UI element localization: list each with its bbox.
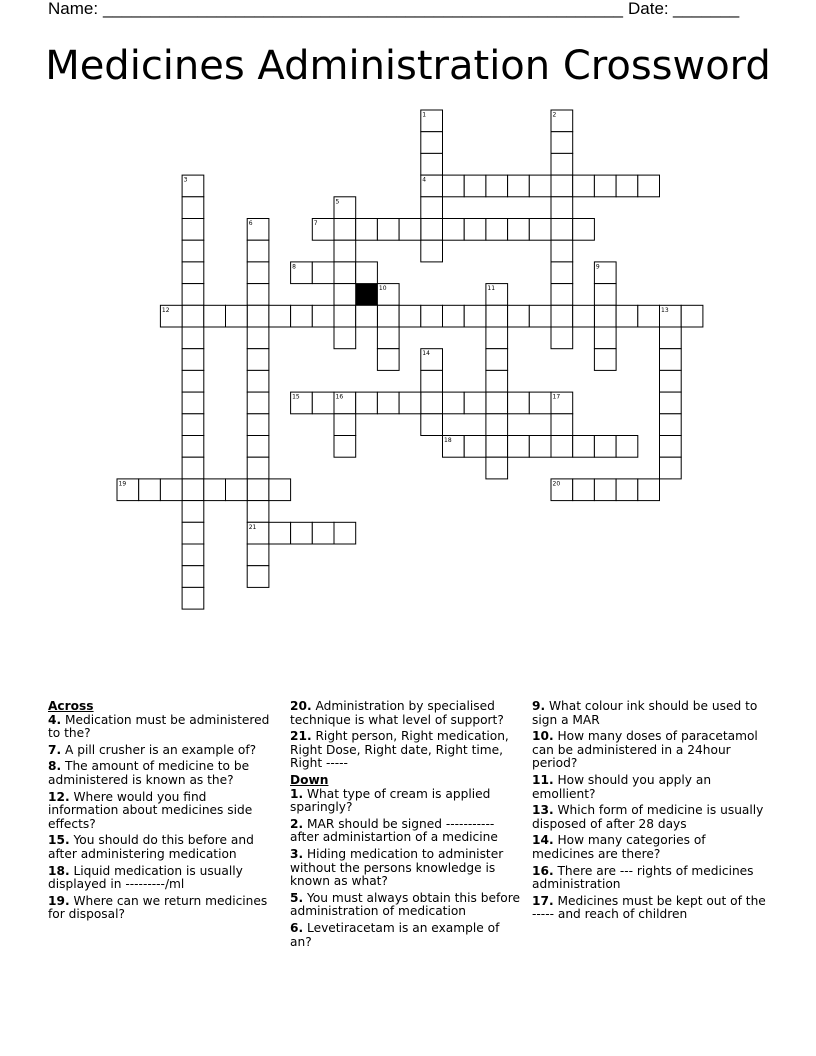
grid-cell[interactable] — [508, 219, 530, 241]
grid-cell[interactable] — [334, 240, 356, 262]
clue-text: Medication must be administered to the? — [48, 712, 270, 741]
clue-text: Hiding medication to administer without the persons knowledge is known as what? — [290, 846, 504, 889]
clue-number: 17 — [552, 393, 561, 401]
grid-cell[interactable] — [551, 175, 573, 197]
grid-cell[interactable] — [247, 566, 269, 588]
down-clue — [532, 730, 768, 771]
clue-number: 12 — [161, 306, 170, 314]
grid-cell[interactable] — [182, 262, 204, 284]
grid-cell[interactable] — [247, 305, 269, 327]
down-clue — [532, 834, 768, 861]
grid-cell[interactable] — [486, 414, 508, 436]
grid-cell[interactable] — [247, 327, 269, 349]
grid-cell[interactable] — [464, 175, 486, 197]
clue-text: There are --- rights of medicines administration — [532, 863, 754, 892]
grid-cell[interactable] — [486, 305, 508, 327]
date-label: Date: — [628, 0, 674, 18]
grid-cell[interactable] — [182, 544, 204, 566]
clue-number: 8 — [292, 263, 296, 271]
across-heading: Across — [48, 699, 94, 713]
grid-cell[interactable] — [594, 436, 616, 458]
grid-cell[interactable] — [421, 414, 443, 436]
grid-cell[interactable] — [638, 479, 660, 501]
grid-cell[interactable] — [182, 522, 204, 544]
grid-cell[interactable] — [573, 175, 595, 197]
grid-cell[interactable] — [356, 305, 378, 327]
clue-number: 20 — [552, 480, 561, 488]
clue-number: 13 — [661, 306, 669, 314]
grid-cell[interactable] — [551, 197, 573, 219]
grid-cell[interactable] — [182, 284, 204, 306]
grid-cell[interactable] — [182, 349, 204, 371]
grid-cell[interactable] — [247, 349, 269, 371]
clue-number-label: 5. — [290, 890, 304, 905]
clue-text: Which form of medicine is usually disposed of after 28 days — [532, 803, 764, 831]
grid-cell[interactable] — [291, 522, 313, 544]
grid-cell[interactable] — [660, 370, 682, 392]
name-label: Name: — [48, 0, 103, 18]
clue-number: 3 — [183, 176, 188, 184]
grid-cell[interactable] — [334, 436, 356, 458]
grid-cell[interactable] — [182, 436, 204, 458]
clue-number-label: 14. — [532, 833, 554, 848]
grid-cell[interactable] — [226, 305, 248, 327]
grid-cell[interactable] — [486, 392, 508, 414]
grid-cell[interactable] — [508, 392, 530, 414]
clue-number: 11 — [487, 285, 496, 293]
grid-cell[interactable] — [660, 349, 682, 371]
grid-cell[interactable] — [334, 305, 356, 327]
clue-number-label: 15. — [48, 833, 70, 848]
down-clue — [290, 922, 520, 949]
grid-cell[interactable] — [594, 349, 616, 371]
grid-cell[interactable] — [421, 153, 443, 175]
grid-cell[interactable] — [638, 305, 660, 327]
clue-text: Right person, Right medication, Right Dose, Right date, Right time, Right ----- — [290, 729, 509, 771]
grid-cell[interactable] — [139, 479, 161, 501]
grid-cell[interactable] — [182, 327, 204, 349]
grid-cell[interactable] — [486, 436, 508, 458]
down-clue — [532, 865, 768, 892]
grid-cell[interactable] — [594, 284, 616, 306]
grid-cell[interactable] — [247, 544, 269, 566]
grid-cell[interactable] — [421, 240, 443, 262]
down-clue — [290, 892, 520, 919]
grid-cell[interactable] — [421, 370, 443, 392]
clue-number-label: 16. — [532, 863, 554, 878]
clue-number: 6 — [248, 220, 253, 227]
grid-cell[interactable] — [464, 305, 486, 327]
date-field[interactable]: _______ — [673, 0, 740, 18]
grid-cell[interactable] — [334, 414, 356, 436]
clue-number: 15 — [292, 393, 300, 401]
grid-cell[interactable] — [399, 305, 421, 327]
clue-number-label: 20. — [290, 699, 312, 713]
grid-cell[interactable] — [594, 479, 616, 501]
clue-text: What type of cream is applied sparingly? — [290, 786, 491, 815]
grid-cell[interactable] — [529, 436, 551, 458]
grid-cell[interactable] — [421, 132, 443, 154]
clue-number: 1 — [422, 111, 427, 119]
clue-number-label: 10. — [532, 729, 554, 744]
grid-cell[interactable] — [204, 305, 226, 327]
grid-cell[interactable] — [182, 457, 204, 479]
grid-cell[interactable] — [182, 414, 204, 436]
grid-cell[interactable] — [182, 219, 204, 241]
name-field[interactable]: _______________________________________________________ — [103, 0, 624, 18]
clue-number-label: 9. — [532, 699, 546, 713]
grid-cell[interactable] — [551, 240, 573, 262]
clue-number-label: 4. — [48, 712, 62, 727]
clue-number: 7 — [313, 220, 318, 227]
across-clue — [48, 714, 276, 741]
across-clue — [48, 744, 276, 758]
down-clue — [532, 895, 768, 922]
grid-cell[interactable] — [551, 305, 573, 327]
grid-cell[interactable] — [182, 370, 204, 392]
grid-cell[interactable] — [573, 479, 595, 501]
grid-cell[interactable] — [486, 327, 508, 349]
clue-number-label: 18. — [48, 863, 70, 878]
grid-cell[interactable] — [486, 457, 508, 479]
grid-cell[interactable] — [226, 479, 248, 501]
grid-cell[interactable] — [464, 219, 486, 241]
grid-cell[interactable] — [529, 392, 551, 414]
grid-cell[interactable] — [377, 392, 399, 414]
grid-cell[interactable] — [551, 436, 573, 458]
grid-cell[interactable] — [681, 305, 703, 327]
grid-cell[interactable] — [247, 284, 269, 306]
clue-number: 18 — [444, 437, 452, 444]
grid-cell[interactable] — [421, 305, 443, 327]
clue-text: MAR should be signed ----------- after administartion of a medicine — [290, 816, 498, 845]
grid-cell[interactable] — [160, 479, 182, 501]
grid-cell[interactable] — [356, 219, 378, 241]
grid-cell[interactable] — [443, 392, 465, 414]
grid-cell[interactable] — [399, 392, 421, 414]
grid-cell[interactable] — [312, 262, 334, 284]
grid-cell[interactable] — [551, 327, 573, 349]
grid-cell[interactable] — [660, 392, 682, 414]
clue-text: How many categories of medicines are there? — [532, 833, 706, 861]
across-clue — [48, 895, 276, 922]
clue-text: How should you apply an emollient? — [532, 772, 712, 801]
grid-cell[interactable] — [182, 392, 204, 414]
down-heading: Down — [290, 772, 329, 787]
grid-cell[interactable] — [182, 479, 204, 501]
clue-text: The amount of medicine to be administered is known as the? — [48, 759, 250, 787]
grid-cell[interactable] — [421, 392, 443, 414]
grid-cell[interactable] — [573, 219, 595, 241]
across-clue — [290, 730, 520, 771]
down-clue — [532, 700, 768, 727]
down-clue — [290, 848, 520, 889]
clue-number-label: 13. — [532, 803, 554, 818]
grid-cell[interactable] — [377, 327, 399, 349]
grid-cell[interactable] — [529, 219, 551, 241]
grid-cell[interactable] — [594, 175, 616, 197]
grid-cell[interactable] — [247, 436, 269, 458]
across-clue — [48, 791, 276, 832]
grid-cell[interactable] — [247, 457, 269, 479]
across-clue — [48, 760, 276, 787]
clue-number: 16 — [335, 393, 344, 401]
grid-cell[interactable] — [291, 305, 313, 327]
grid-cell[interactable] — [269, 522, 291, 544]
grid-cell[interactable] — [551, 414, 573, 436]
clue-number-label: 21. — [290, 729, 312, 744]
clue-number-label: 1. — [290, 786, 304, 801]
down-clue — [532, 774, 768, 801]
clue-number-label: 3. — [290, 846, 304, 861]
grid-cell[interactable] — [551, 262, 573, 284]
grid-cell[interactable] — [660, 414, 682, 436]
grid-cell[interactable] — [247, 370, 269, 392]
clues-column-1 — [48, 700, 276, 925]
grid-cell[interactable] — [334, 284, 356, 306]
grid-cell[interactable] — [399, 219, 421, 241]
clue-text: Administration by specialised technique is what level of support? — [290, 699, 504, 727]
clue-number: 14 — [422, 350, 430, 358]
grid-cell[interactable] — [660, 457, 682, 479]
clue-number: 9 — [595, 263, 600, 271]
clue-number: 4 — [422, 176, 427, 184]
grid-cell[interactable] — [377, 305, 399, 327]
grid-cell[interactable] — [182, 305, 204, 327]
down-clue — [290, 788, 520, 815]
clue-number-label: 17. — [532, 893, 554, 908]
grid-cell[interactable] — [421, 197, 443, 219]
clue-text: Where can we return medicines for disposal? — [48, 893, 268, 922]
clue-text: Medicines must be kept out of the ----- and reach of children — [532, 893, 766, 922]
grid-cell[interactable] — [182, 566, 204, 588]
across-clue — [48, 834, 276, 861]
grid-cell[interactable] — [182, 587, 204, 609]
shaded-cell — [356, 284, 378, 306]
clue-text: You should do this before and after administering medication — [48, 833, 254, 861]
grid-cell[interactable] — [247, 240, 269, 262]
grid-cell[interactable] — [312, 305, 334, 327]
grid-cell[interactable] — [660, 436, 682, 458]
clue-text: Levetiracetam is an example of an? — [290, 920, 500, 949]
grid-cell[interactable] — [334, 262, 356, 284]
grid-cell[interactable] — [334, 522, 356, 544]
down-clue — [532, 804, 768, 831]
grid-cell[interactable] — [377, 349, 399, 371]
grid-cell[interactable] — [616, 479, 638, 501]
grid-cell[interactable] — [182, 240, 204, 262]
grid-cell[interactable] — [421, 219, 443, 241]
grid-cell[interactable] — [377, 219, 399, 241]
clue-number-label: 19. — [48, 893, 70, 908]
grid-cell[interactable] — [616, 305, 638, 327]
clue-number-label: 8. — [48, 759, 62, 774]
clue-number-label: 2. — [290, 816, 304, 831]
grid-cell[interactable] — [594, 305, 616, 327]
clue-text: Liquid medication is usually displayed in ---------/ml — [48, 863, 243, 892]
clue-number: 21 — [248, 523, 257, 531]
clue-text: A pill crusher is an example of? — [61, 742, 257, 757]
clue-text: How many doses of paracetamol can be administered in a 24hour period? — [532, 729, 758, 771]
clue-number-label: 12. — [48, 789, 70, 804]
grid-cell[interactable] — [551, 219, 573, 241]
grid-cell[interactable] — [551, 153, 573, 175]
grid-cell[interactable] — [551, 284, 573, 306]
grid-cell[interactable] — [247, 392, 269, 414]
grid-cell[interactable] — [312, 392, 334, 414]
clue-text: What colour ink should be used to sign a MAR — [532, 699, 758, 727]
grid-cell[interactable] — [573, 305, 595, 327]
grid-cell[interactable] — [638, 175, 660, 197]
clue-number-label: 6. — [290, 920, 304, 935]
grid-cell[interactable] — [182, 501, 204, 523]
grid-cell[interactable] — [247, 479, 269, 501]
grid-cell[interactable] — [486, 175, 508, 197]
grid-cell[interactable] — [508, 436, 530, 458]
grid-cell[interactable] — [443, 219, 465, 241]
grid-cell[interactable] — [269, 479, 291, 501]
grid-cell[interactable] — [269, 305, 291, 327]
grid-cell[interactable] — [334, 219, 356, 241]
clue-number-label: 7. — [48, 742, 62, 757]
clue-number: 19 — [118, 480, 127, 488]
grid-cell[interactable] — [312, 522, 334, 544]
grid-cell[interactable] — [508, 175, 530, 197]
grid-cell[interactable] — [247, 262, 269, 284]
grid-cell[interactable] — [551, 132, 573, 154]
grid-cell[interactable] — [356, 392, 378, 414]
grid-cell[interactable] — [486, 370, 508, 392]
grid-cell[interactable] — [616, 436, 638, 458]
grid-cell[interactable] — [573, 436, 595, 458]
grid-cell[interactable] — [443, 305, 465, 327]
clue-text: You must always obtain this before administration of medication — [290, 890, 520, 919]
grid-cell[interactable] — [660, 327, 682, 349]
grid-cell[interactable] — [182, 197, 204, 219]
clue-number: 5 — [335, 198, 340, 206]
clue-number-label: 11. — [532, 772, 554, 787]
grid-cell[interactable] — [594, 327, 616, 349]
grid-cell[interactable] — [508, 305, 530, 327]
grid-cell[interactable] — [247, 501, 269, 523]
grid-cell[interactable] — [356, 262, 378, 284]
clues-column-3 — [532, 700, 768, 925]
page-title: Medicines Administration Crossword — [45, 43, 771, 89]
clue-number: 2 — [552, 111, 557, 119]
clue-text: Where would you find information about medicines side effects? — [48, 789, 253, 831]
grid-cell[interactable] — [443, 175, 465, 197]
grid-cell[interactable] — [486, 219, 508, 241]
grid-cell[interactable] — [247, 414, 269, 436]
across-clue — [290, 700, 520, 727]
grid-cell[interactable] — [529, 305, 551, 327]
grid-cell[interactable] — [334, 327, 356, 349]
grid-cell[interactable] — [616, 175, 638, 197]
clues-column-2 — [290, 700, 520, 952]
down-clue — [290, 818, 520, 845]
clue-number: 10 — [378, 285, 387, 293]
grid-cell[interactable] — [529, 175, 551, 197]
grid-cell[interactable] — [486, 349, 508, 371]
grid-cell[interactable] — [464, 436, 486, 458]
across-clue — [48, 865, 276, 892]
grid-cell[interactable] — [464, 392, 486, 414]
grid-cell[interactable] — [204, 479, 226, 501]
